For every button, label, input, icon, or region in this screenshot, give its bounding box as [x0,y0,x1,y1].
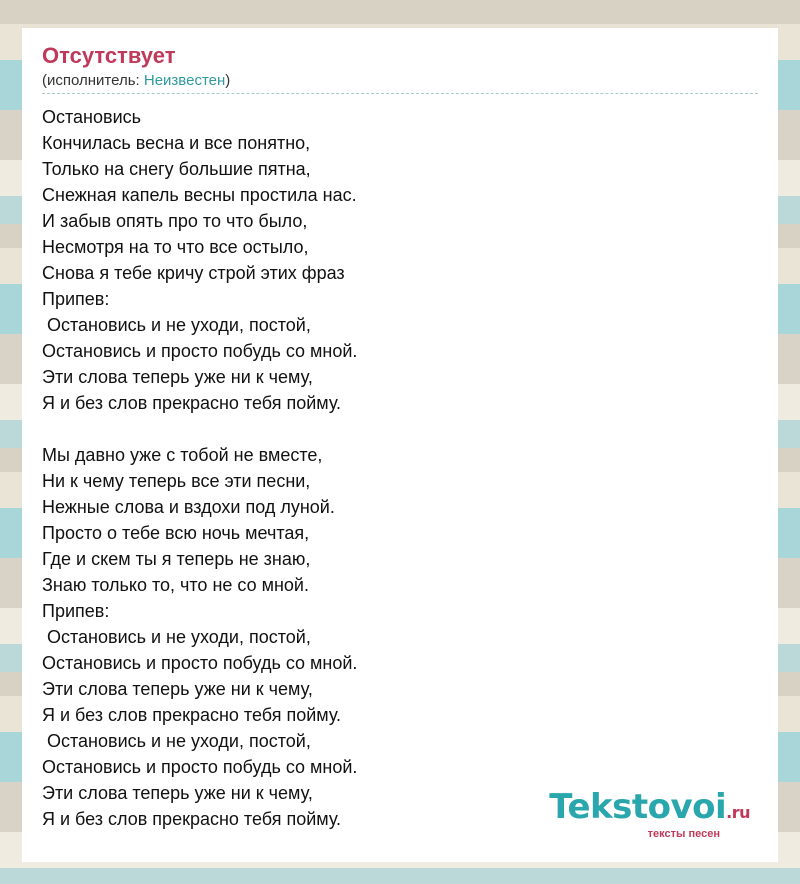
lyric-line: Несмотря на то что все остыло, [42,237,309,257]
lyrics-card [22,28,778,862]
lyric-line: Где и скем ты я теперь не знаю, [42,549,311,569]
logo-tagline: тексты песен [647,828,720,840]
lyric-line: Снежная капель весны простила нас. [42,185,357,205]
logo-wordmark [549,787,750,830]
artist-prefix: (исполнитель: [42,72,144,89]
lyric-line [42,416,758,442]
lyric-line: Нежные слова и вздохи под луной. [42,497,335,517]
lyric-line: Просто о тебе всю ночь мечтая, [42,523,310,543]
lyric-line: Остановись и не уходи, постой, [42,315,311,335]
lyric-line: И забыв опять про то что было, [42,211,308,231]
lyric-line: Остановись и просто побудь со мной. [42,341,358,361]
artist-line [42,71,758,91]
lyric-line: Я и без слов прекрасно тебя пойму. [42,393,342,413]
logo-main-text: Tekstovoi [549,787,727,827]
lyric-line: Я и без слов прекрасно тебя пойму. [42,705,342,725]
lyric-line: Только на снегу большие пятна, [42,159,311,179]
lyric-line: Знаю только то, что не со мной. [42,575,309,595]
lyric-line: Эти слова теперь уже ни к чему, [42,679,313,699]
lyric-line: Я и без слов прекрасно тебя пойму. [42,809,342,829]
site-logo[interactable] [549,787,750,840]
lyric-line: Остановись и не уходи, постой, [42,627,311,647]
lyric-line: Мы давно уже с тобой не вместе, [42,445,323,465]
lyric-line: Припев: [42,289,110,309]
lyric-line: Остановись и просто побудь со мной. [42,653,358,673]
song-title: Отсутствует [42,43,176,68]
lyric-line: Эти слова теперь уже ни к чему, [42,783,313,803]
lyric-line: Эти слова теперь уже ни к чему, [42,367,313,387]
lyric-line: Снова я тебе кричу строй этих фраз [42,263,345,283]
lyric-line: Кончилась весна и все понятно, [42,133,311,153]
lyric-line: Остановись и не уходи, постой, [42,731,311,751]
logo-tld: .ru [726,803,750,822]
lyric-line: Припев: [42,601,110,621]
divider [42,93,758,94]
lyrics-text [42,104,758,832]
lyric-line: Остановись и просто побудь со мной. [42,757,358,777]
artist-suffix: ) [225,72,231,89]
lyric-line: Остановись [42,107,141,127]
artist-link[interactable]: Неизвестен [143,72,226,89]
lyric-line: Ни к чему теперь все эти песни, [42,471,311,491]
